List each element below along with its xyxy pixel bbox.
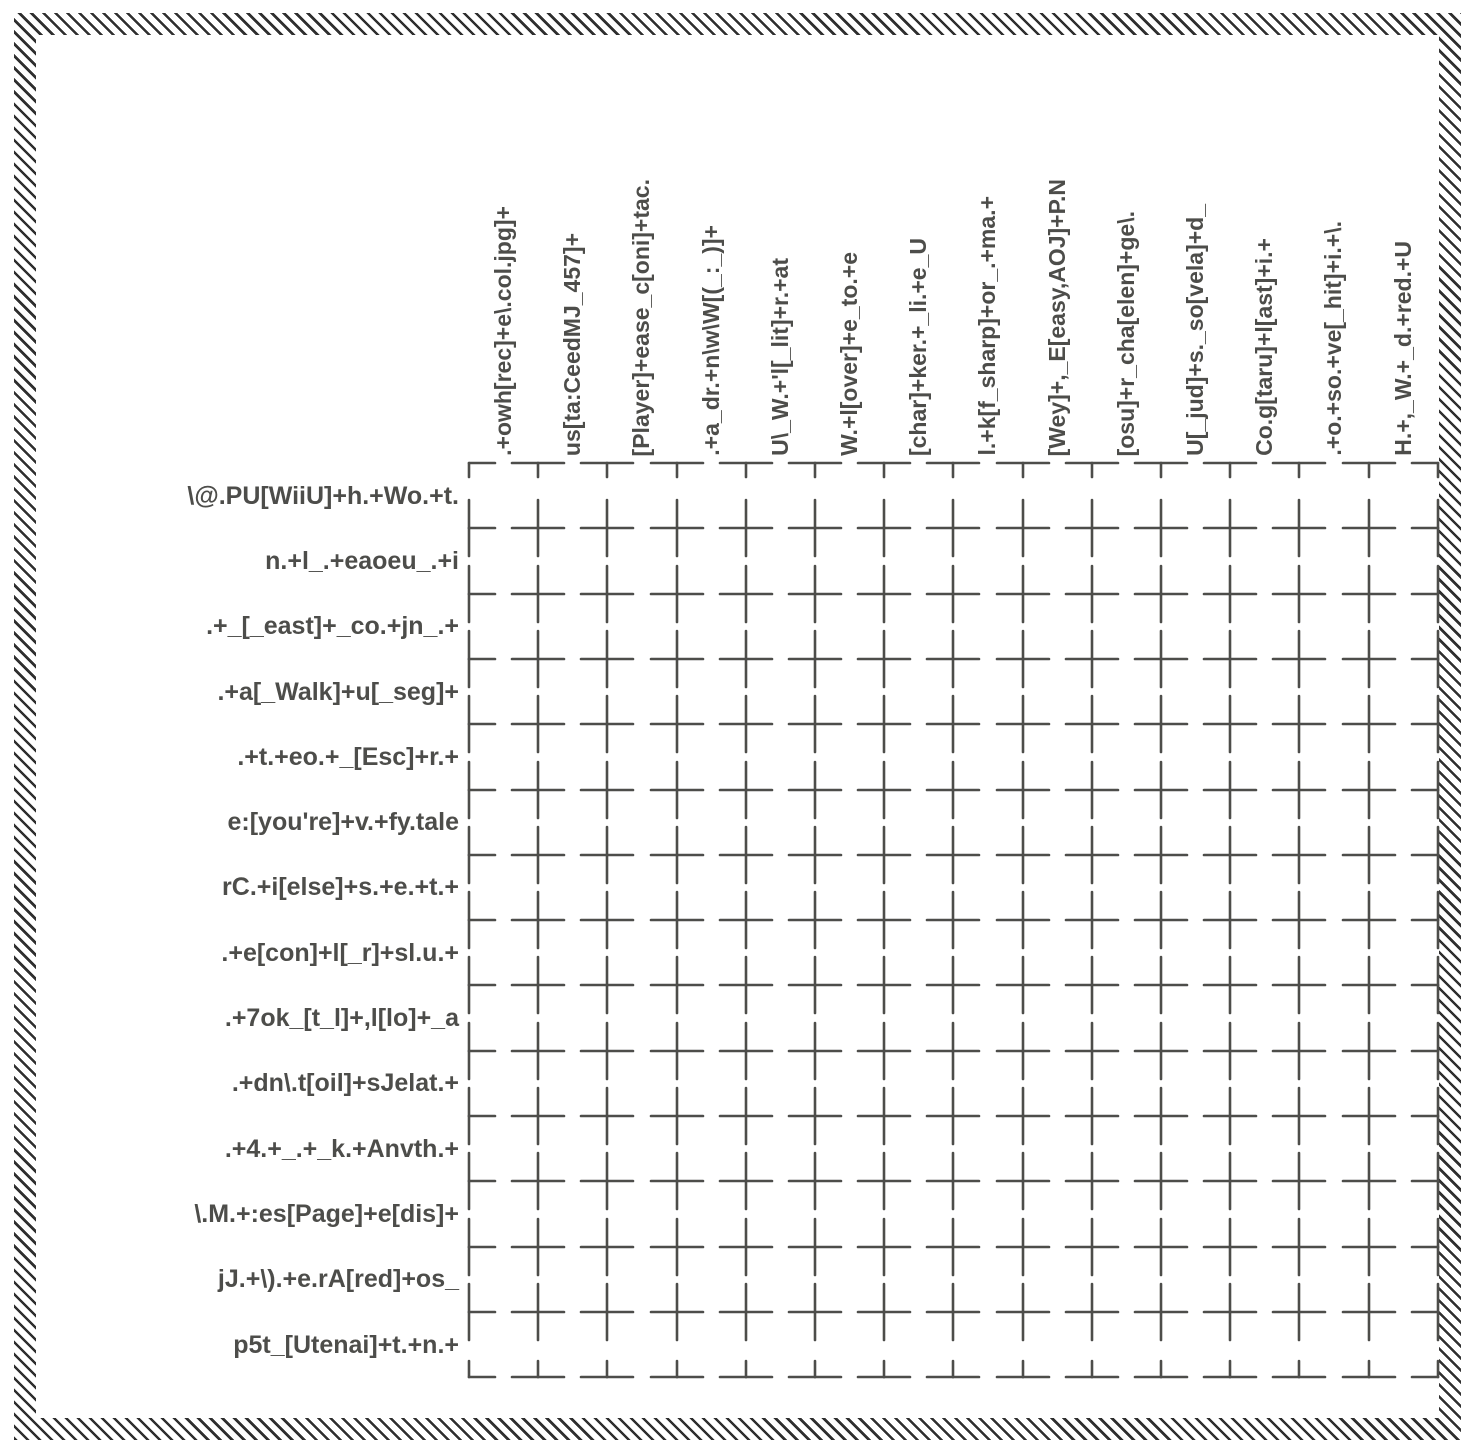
tee-mark-icon [1408, 1217, 1468, 1277]
tee-mark-icon [1408, 1282, 1468, 1342]
crosshair-icon [508, 890, 568, 950]
crosshair-icon [854, 629, 914, 689]
crosshair-icon [1062, 564, 1122, 624]
crosshair-icon [854, 694, 914, 754]
crosshair-icon [1269, 1217, 1329, 1277]
column-header-label: [osu]+r_cha[elen]+ge\. [1112, 210, 1139, 456]
tee-mark-icon [1131, 433, 1191, 493]
tee-mark-icon [1408, 1151, 1468, 1211]
crosshair-icon [1062, 825, 1122, 885]
crosshair-icon [1131, 760, 1191, 820]
crosshair-icon [1062, 1217, 1122, 1277]
tee-mark-icon [785, 1347, 845, 1407]
crosshair-icon [1200, 955, 1260, 1015]
corner-mark-icon [1408, 1347, 1468, 1407]
tee-mark-icon [439, 955, 499, 1015]
crosshair-icon [1269, 760, 1329, 820]
row-header-label: \.M.+:es[Page]+e[dis]+ [194, 1199, 459, 1228]
crosshair-icon [647, 825, 707, 885]
crosshair-icon [1062, 1151, 1122, 1211]
crosshair-icon [1131, 694, 1191, 754]
crosshair-icon [508, 629, 568, 689]
crosshair-icon [647, 629, 707, 689]
crosshair-icon [716, 1151, 776, 1211]
tee-mark-icon [647, 433, 707, 493]
tee-mark-icon [1062, 433, 1122, 493]
tee-mark-icon [1408, 1021, 1468, 1081]
tee-mark-icon [508, 1347, 568, 1407]
crosshair-icon [923, 955, 983, 1015]
column-header-label: us[ta:CeedMJ_457]+ [559, 232, 586, 456]
crosshair-icon [1062, 1282, 1122, 1342]
tee-mark-icon [439, 498, 499, 558]
crosshair-icon [923, 825, 983, 885]
crosshair-icon [508, 694, 568, 754]
row-header-label: .+t.+eo.+_[Esc]+r.+ [237, 742, 459, 771]
crosshair-icon [1269, 1086, 1329, 1146]
tee-mark-icon [1408, 1086, 1468, 1146]
crosshair-icon [716, 955, 776, 1015]
crosshair-icon [1200, 694, 1260, 754]
crosshair-icon [1131, 1282, 1191, 1342]
crosshair-icon [1269, 1021, 1329, 1081]
tee-mark-icon [923, 433, 983, 493]
tee-mark-icon [577, 433, 637, 493]
column-header-label: W.+l[over]+e_to.+e [836, 252, 862, 456]
crosshair-icon [1339, 1282, 1399, 1342]
tee-mark-icon [439, 1282, 499, 1342]
tee-mark-icon [1408, 825, 1468, 885]
crosshair-icon [647, 760, 707, 820]
crosshair-icon [1062, 1086, 1122, 1146]
tee-mark-icon [1408, 498, 1468, 558]
column-header-label: Co.g[taru]+l[ast]+i.+ [1251, 238, 1278, 456]
tee-mark-icon [1269, 433, 1329, 493]
crosshair-icon [923, 1151, 983, 1211]
crosshair-icon [1062, 890, 1122, 950]
row-header-label: jJ.+\).+e.rA[red]+os_ [217, 1265, 459, 1294]
tee-mark-icon [439, 760, 499, 820]
tee-mark-icon [1408, 760, 1468, 820]
crosshair-icon [716, 760, 776, 820]
column-header-label: .+a_dr.+n\w\W[(_:_)]+ [697, 225, 724, 456]
crosshair-icon [716, 629, 776, 689]
column-header-label: U\_W.+'l[_lit]+r.+at [766, 258, 793, 456]
crosshair-icon [1339, 1086, 1399, 1146]
crosshair-icon [1200, 1282, 1260, 1342]
crosshair-icon [785, 1217, 845, 1277]
tee-mark-icon [785, 433, 845, 493]
crosshair-icon [1339, 1151, 1399, 1211]
crosshair-icon [577, 1151, 637, 1211]
tee-mark-icon [439, 1021, 499, 1081]
crosshair-icon [577, 694, 637, 754]
crosshair-icon [716, 1021, 776, 1081]
crosshair-icon [1339, 890, 1399, 950]
tee-mark-icon [716, 1347, 776, 1407]
row-header-label: .+7ok_[t_l]+,l[lo]+_a [224, 1004, 459, 1033]
crosshair-icon [716, 825, 776, 885]
row-header-label: rC.+i[else]+s.+e.+t.+ [222, 873, 459, 902]
crosshair-icon [1269, 1151, 1329, 1211]
crosshair-icon [854, 1282, 914, 1342]
crosshair-icon [785, 564, 845, 624]
crosshair-icon [1339, 825, 1399, 885]
crosshair-icon [1062, 955, 1122, 1015]
crosshair-icon [1131, 890, 1191, 950]
column-header-label: .+o.+so.+ve[_hit]+i.+\. [1320, 221, 1347, 456]
tee-mark-icon [1339, 1347, 1399, 1407]
crosshair-icon [716, 1086, 776, 1146]
tee-mark-icon [1200, 1347, 1260, 1407]
tee-mark-icon [993, 1347, 1053, 1407]
crosshair-icon [993, 498, 1053, 558]
crosshair-icon [785, 498, 845, 558]
crosshair-icon [1339, 1217, 1399, 1277]
crosshair-icon [854, 955, 914, 1015]
row-header-label: .+e[con]+l[_r]+sl.u.+ [221, 938, 459, 967]
crosshair-icon [1062, 694, 1122, 754]
crosshair-icon [1062, 629, 1122, 689]
crosshair-icon [923, 564, 983, 624]
tee-mark-icon [1408, 890, 1468, 950]
crosshair-icon [508, 1282, 568, 1342]
crosshair-icon [1062, 498, 1122, 558]
row-header-label: p5t_[Utenai]+t.+n.+ [233, 1330, 459, 1359]
crosshair-icon [508, 1086, 568, 1146]
crosshair-icon [647, 1086, 707, 1146]
crosshair-icon [785, 825, 845, 885]
crosshair-icon [716, 890, 776, 950]
tee-mark-icon [716, 433, 776, 493]
tee-mark-icon [1062, 1347, 1122, 1407]
crosshair-icon [647, 1021, 707, 1081]
crosshair-icon [716, 498, 776, 558]
crosshair-icon [577, 1021, 637, 1081]
crosshair-icon [993, 890, 1053, 950]
crosshair-icon [1339, 760, 1399, 820]
crosshair-icon [1339, 564, 1399, 624]
tee-mark-icon [1408, 955, 1468, 1015]
crosshair-icon [854, 760, 914, 820]
crosshair-icon [1339, 498, 1399, 558]
crosshair-icon [1269, 1282, 1329, 1342]
crosshair-icon [1269, 498, 1329, 558]
crosshair-icon [1131, 955, 1191, 1015]
column-header-label: .+owh[rec]+e\.col.jpg]+ [490, 206, 516, 456]
crosshair-icon [1269, 629, 1329, 689]
crosshair-icon [1131, 1021, 1191, 1081]
crosshair-icon [577, 890, 637, 950]
crosshair-icon [577, 1086, 637, 1146]
row-header-label: e:[you're]+v.+fy.tale [227, 808, 459, 837]
crosshair-icon [1339, 955, 1399, 1015]
crosshair-icon [923, 760, 983, 820]
crosshair-icon [1200, 629, 1260, 689]
crosshair-icon [785, 694, 845, 754]
crosshair-icon [577, 1217, 637, 1277]
tee-mark-icon [439, 564, 499, 624]
crosshair-icon [508, 1021, 568, 1081]
column-header-label: H.+,_W.+_d.+red.+U [1389, 241, 1416, 456]
tee-mark-icon [1339, 433, 1399, 493]
crosshair-icon [716, 1282, 776, 1342]
column-header-label: l.+k[f_sharp]+or_.+ma.+ [974, 196, 1001, 456]
crosshair-icon [1062, 1021, 1122, 1081]
crosshair-icon [993, 564, 1053, 624]
crosshair-icon [1200, 760, 1260, 820]
tee-mark-icon [439, 629, 499, 689]
crosshair-icon [854, 890, 914, 950]
crosshair-icon [785, 1282, 845, 1342]
tee-mark-icon [439, 825, 499, 885]
crosshair-icon [1131, 629, 1191, 689]
crosshair-icon [923, 1282, 983, 1342]
crosshair-icon [647, 1217, 707, 1277]
crosshair-icon [923, 890, 983, 950]
crosshair-icon [508, 498, 568, 558]
crosshair-icon [1131, 1151, 1191, 1211]
crosshair-icon [785, 1021, 845, 1081]
crosshair-icon [1269, 890, 1329, 950]
crosshair-icon [1200, 1151, 1260, 1211]
crosshair-icon [577, 564, 637, 624]
crosshair-icon [1200, 825, 1260, 885]
crosshair-icon [785, 760, 845, 820]
crosshair-icon [647, 694, 707, 754]
tee-mark-icon [854, 433, 914, 493]
crosshair-icon [508, 825, 568, 885]
crosshair-icon [1269, 694, 1329, 754]
crosshair-icon [993, 1217, 1053, 1277]
crosshair-icon [716, 694, 776, 754]
column-header-label: [char]+ker.+_li.+e_U [905, 237, 932, 456]
crosshair-icon [923, 694, 983, 754]
column-header-label: U[_jud]+s._so[vela]+d_ [1182, 204, 1208, 456]
crosshair-icon [1131, 564, 1191, 624]
crosshair-icon [1131, 498, 1191, 558]
crosshair-icon [854, 564, 914, 624]
crosshair-icon [923, 629, 983, 689]
crosshair-icon [508, 955, 568, 1015]
crosshair-icon [854, 1021, 914, 1081]
crosshair-icon [854, 498, 914, 558]
crosshair-icon [923, 1086, 983, 1146]
tee-mark-icon [923, 1347, 983, 1407]
tee-mark-icon [993, 433, 1053, 493]
crosshair-icon [993, 694, 1053, 754]
crosshair-icon [1339, 694, 1399, 754]
crosshair-icon [1200, 890, 1260, 950]
crosshair-icon [785, 1151, 845, 1211]
crosshair-icon [577, 825, 637, 885]
tee-mark-icon [439, 1151, 499, 1211]
row-header-label: .+_[_east]+_co.+jn_.+ [206, 612, 459, 641]
row-header-label: .+dn\.t[oil]+sJelat.+ [231, 1069, 459, 1098]
crosshair-icon [577, 1282, 637, 1342]
crosshair-icon [923, 1217, 983, 1277]
corner-mark-icon [439, 433, 499, 493]
crosshair-icon [716, 564, 776, 624]
crosshair-icon [647, 1282, 707, 1342]
tee-mark-icon [647, 1347, 707, 1407]
crosshair-icon [647, 890, 707, 950]
crosshair-icon [1339, 1021, 1399, 1081]
column-header-label: [Wey]+,_E[easy,AOJ]+P.N [1043, 178, 1070, 456]
crosshair-icon [854, 1086, 914, 1146]
crosshair-icon [993, 1086, 1053, 1146]
column-header-label: [Player]+ease_c[oni]+tac. [628, 178, 655, 456]
crosshair-icon [854, 825, 914, 885]
tee-mark-icon [439, 694, 499, 754]
crosshair-icon [647, 498, 707, 558]
crosshair-icon [1269, 955, 1329, 1015]
tee-mark-icon [439, 890, 499, 950]
crosshair-icon [647, 955, 707, 1015]
row-header-label: \@.PU[WiiU]+h.+Wo.+t. [187, 481, 459, 510]
crosshair-icon [923, 498, 983, 558]
crosshair-icon [1131, 825, 1191, 885]
tee-mark-icon [1408, 629, 1468, 689]
crosshair-icon [577, 955, 637, 1015]
tee-mark-icon [439, 1217, 499, 1277]
crosshair-icon [508, 1217, 568, 1277]
row-header-label: .+4.+_.+_k.+Anvth.+ [224, 1134, 459, 1163]
tee-mark-icon [577, 1347, 637, 1407]
crosshair-icon [1131, 1217, 1191, 1277]
crosshair-icon [1200, 1086, 1260, 1146]
crosshair-icon [1269, 825, 1329, 885]
crosshair-icon [577, 629, 637, 689]
crosshair-icon [993, 1151, 1053, 1211]
crosshair-icon [1200, 1021, 1260, 1081]
crosshair-icon [577, 498, 637, 558]
tee-mark-icon [1131, 1347, 1191, 1407]
crosshair-icon [854, 1217, 914, 1277]
crosshair-icon [1339, 629, 1399, 689]
crosshair-icon [508, 760, 568, 820]
crosshair-icon [647, 1151, 707, 1211]
crosshair-icon [716, 1217, 776, 1277]
tee-mark-icon [1408, 694, 1468, 754]
crosshair-icon [508, 1151, 568, 1211]
crosshair-icon [854, 1151, 914, 1211]
crosshair-icon [785, 890, 845, 950]
crosshair-icon [993, 629, 1053, 689]
row-header-label: .+a[_Walk]+u[_seg]+ [217, 677, 459, 706]
tee-mark-icon [439, 1086, 499, 1146]
corner-mark-icon [1408, 433, 1468, 493]
crosshair-icon [923, 1021, 983, 1081]
crosshair-icon [1200, 498, 1260, 558]
crosshair-icon [1200, 1217, 1260, 1277]
tee-mark-icon [1269, 1347, 1329, 1407]
crosshair-icon [993, 760, 1053, 820]
tee-mark-icon [1200, 433, 1260, 493]
crosshair-icon [785, 955, 845, 1015]
crosshair-icon [577, 760, 637, 820]
crosshair-icon [1062, 760, 1122, 820]
row-header-label: n.+l_.+eaoeu_.+i [265, 546, 459, 575]
tee-mark-icon [1408, 564, 1468, 624]
crosshair-icon [993, 1282, 1053, 1342]
corner-mark-icon [439, 1347, 499, 1407]
crosshair-icon [785, 629, 845, 689]
crosshair-icon [647, 564, 707, 624]
tee-mark-icon [508, 433, 568, 493]
crosshair-icon [508, 564, 568, 624]
crosshair-icon [993, 955, 1053, 1015]
crosshair-icon [1269, 564, 1329, 624]
crosshair-icon [993, 825, 1053, 885]
crosshair-icon [993, 1021, 1053, 1081]
crosshair-icon [1200, 564, 1260, 624]
crosshair-icon [1131, 1086, 1191, 1146]
tee-mark-icon [854, 1347, 914, 1407]
crosshair-icon [785, 1086, 845, 1146]
